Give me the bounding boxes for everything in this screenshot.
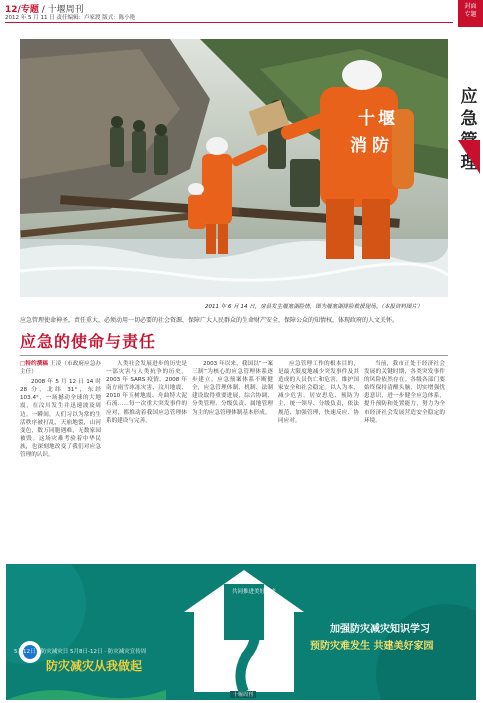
column-text: 2003 年以来，我国以“一案三制”为核心的应急管理体系逐步建立。应急预案体系不断健全，应急管理体制、机制、法制建设取得重要进展，综合协调、分类管理、分级负责、属地管理为主的应急管理体制基本形成。 [192,361,273,416]
article-column-3 [192,360,273,556]
article-column-2 [106,360,187,556]
issue-line: 2012 年 5 月 11 日 责任编辑：卢家渡 版式：陈小艳 [5,15,136,21]
banner-theme: 防灾减灾从我做起 [46,659,143,673]
uniform-text-3: 消 [350,136,367,156]
side-accent-triangle [458,140,480,174]
rescue-scene-illustration [20,39,448,297]
headline-rule [20,355,448,356]
byline [20,360,101,376]
section-box-line-1: 封面 [464,3,477,10]
article-headline: 应急的使命与责任 [20,332,157,351]
page-number: 12/ [5,5,21,15]
section-box [458,0,483,27]
section-box-line-2: 专题 [464,11,477,18]
banner-slogan-1: 加强防灾减灾知识学习 [330,624,430,635]
uniform-text-2: 堰 [378,109,395,129]
article-column-1 [20,360,101,556]
page-header: 12/专题 / 十堰周刊 [5,5,84,15]
paper-name: 十堰周刊 [47,5,84,15]
uniform-text-4: 防 [372,136,389,156]
side-section-title: 应急管理 [460,87,478,173]
rescue-photo [20,39,448,297]
column-text: 当前，我市正处于经济社会发展的关键时期，各类突发事件的风险依然存在。各级各部门要始终保持清醒头脑，切实增强忧患意识，进一步健全应急体系，提升预防和处置能力，努力为全市经济社会发展营造安全稳定的环境。 [364,361,445,424]
byline-author: 王凌（市政府应急办主任） [20,361,101,376]
banner-footer-label: 十堰周刊 [230,691,256,698]
uniform-text-1: 十 [358,109,375,129]
column-text: 应急管理工作的根本目的，是最大限度地减少突发事件及其造成的人员伤亡和危害，维护国家安全和社会稳定。以人为本、减少危害，居安思危、预防为主，统一领导、分级负责，依法规范、加强管理，快速反应、协同应对。 [278,361,359,424]
article-column-5 [364,360,445,556]
banner-dates: 5月12日 · 防灾减灾日 5月8日-12日 · 防灾减灾宣传周 [14,649,147,655]
banner-slogan-2: 预防灾难发生 共建美好家园 [310,641,434,652]
header-rule [5,22,453,23]
banner-house-text: 共同推进美好未来 [231,589,276,595]
byline-label: □特约撰稿 [20,361,49,367]
section-name: 专题 [20,5,39,15]
column-text: 2008 年 5 月 12 日 14 时 28 分，北纬 31°，东经 103.4°，一场撼动全球的大地震，在汶川发生并迅速波及周边。一瞬间，人们习以为常的生活秩序被打乱，天崩地裂，山河变色，数万同胞遇难，无数家园被毁。这场灾难考验着中华民族，也深刻地改变了我们对应急管理的认识。 [20,379,101,459]
column-text: 人类社会发展进步的历史是一部灾害与人类抗争的历史。2003 年 SARS 疫情、2008 年南方雨雪冰冻灾害、汶川地震、2010 年玉树地震、舟曲特大泥石流……每一次重大突发事件的应对，都推动着我国应急管理体系的建设与完善。 [106,361,187,424]
article-column-4 [278,360,359,556]
photo-caption: 2011 年 6 月 14 日，房县发生堰塞湖险情，图为堰塞湖排险救援现场。（本报资料图片） [205,304,423,310]
article-lead: 应急管理使命神圣，责任重大，必须动用一切必要的社会资源，保障广大人民群众的生命财产安全，保障公众的知情权，体现政府的人文关怀。 [20,317,399,324]
